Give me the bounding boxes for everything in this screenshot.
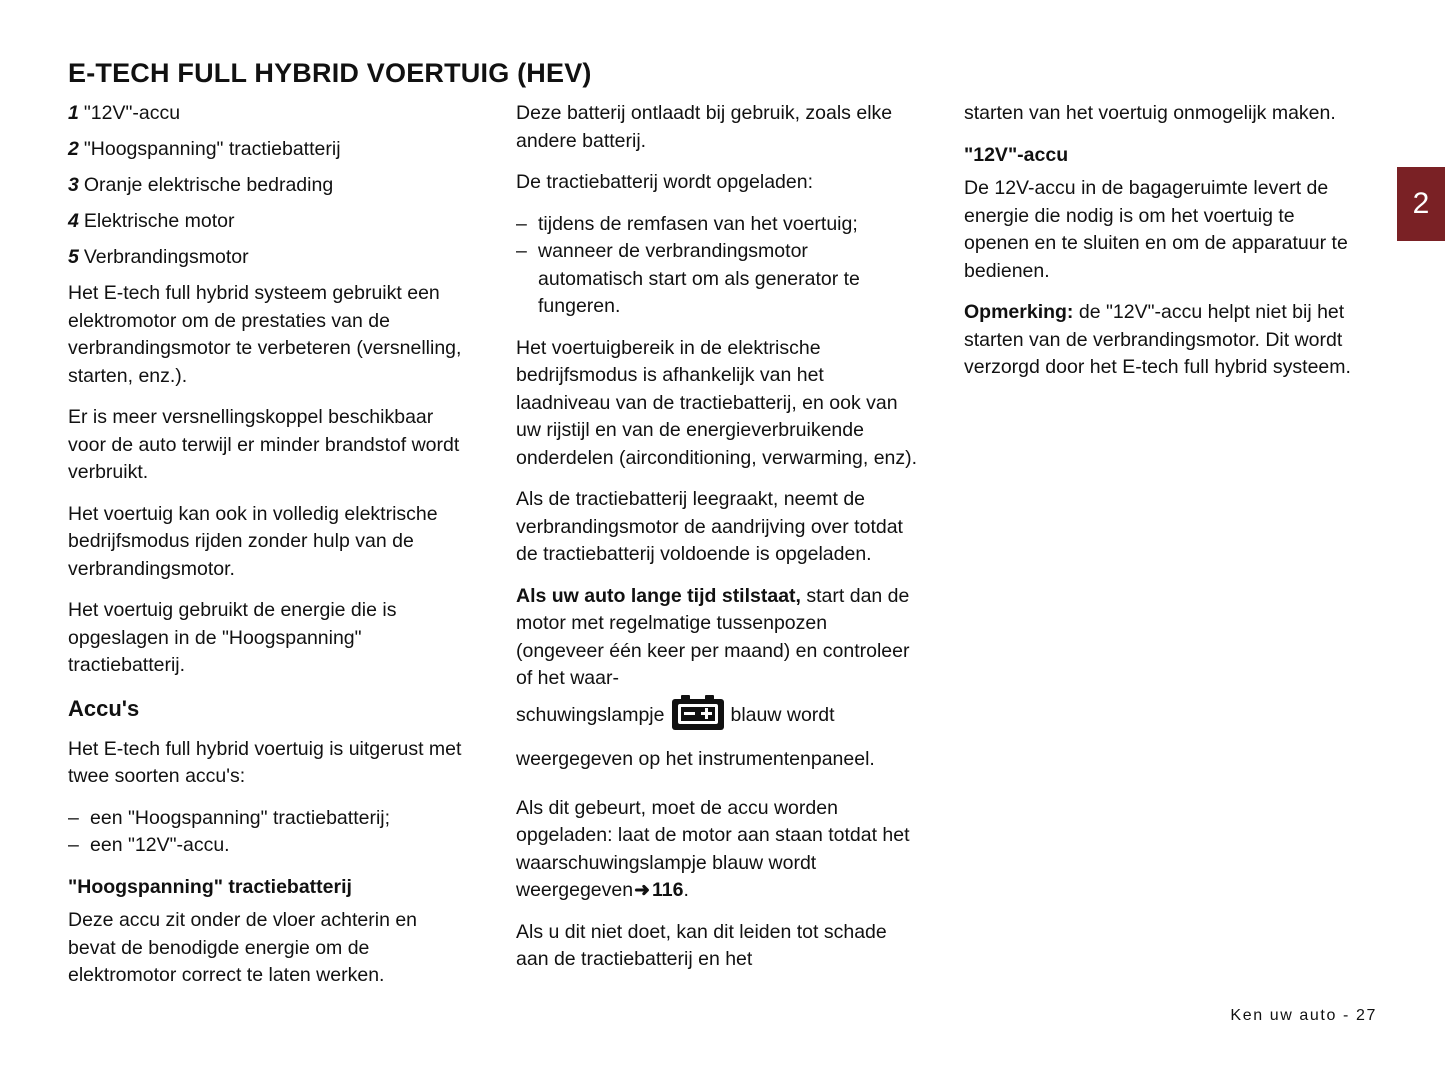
legend-number: 5 [68,246,79,268]
dash-marker: – [68,834,79,856]
dash-marker: – [516,240,527,262]
legend-item [68,100,470,128]
note-text: de "12V"-accu helpt niet bij het starten van de verbrandingsmotor. Dit wordt verzorgd door het E-tech full hybrid systeem. [964,301,1351,378]
legend-number: 3 [68,174,79,196]
paragraph-text: start dan de motor met regelmatige tussenpozen (ongeveer één keer per maand) en controleer of het waar- [516,584,910,689]
paragraph: Er is meer versnellingskoppel beschikbaar voor de auto terwijl er minder brandstof wordt verbruikt. [68,406,460,483]
paragraph-with-battery-icon [516,583,918,781]
legend-number: 1 [68,102,79,124]
chapter-tab [1397,167,1445,241]
icon-inline-row [516,693,918,781]
paragraph: Het voertuig kan ook in volledig elektrische bedrijfsmodus rijden zonder hulp van de verbrandingsmotor. [68,502,438,580]
legend-number: 2 [68,138,79,160]
paragraph: Als de tractiebatterij leegraakt, neemt de verbrandingsmotor de aandrijving over totdat de tractiebatterij voldoende is opgeladen. [516,488,903,565]
list-item [68,832,470,860]
section-heading-accus: Accu's [68,695,140,721]
list-item [516,211,918,239]
note-paragraph [964,299,1359,382]
paragraph-text: . [683,879,689,901]
legend-number: 4 [68,210,79,232]
text-column-1 [68,100,470,1004]
list-item-label: wanneer de verbrandingsmotor automatisch start om als generator te fungeren. [538,240,860,317]
text-column-2 [516,100,918,1004]
paragraph: Deze batterij ontlaadt bij gebruik, zoals elke andere batterij. [516,102,893,152]
legend-label: Verbrandingsmotor [83,246,249,268]
list-item-label: een "Hoogspanning" tractiebatterij; [90,806,391,829]
list-item-label: een "12V"-accu. [90,834,230,856]
paragraph-text: Als dit gebeurt, moet de accu worden opgeladen: laat de motor aan staan totdat het waarschuwingslampje blauw wordt weergegeven [516,796,910,901]
arrow-right-icon: ➜ [634,880,651,901]
page-reference[interactable] [633,879,683,901]
note-label: Opmerking: [964,301,1074,323]
chapter-number: 2 [1412,187,1430,220]
paragraph: Deze accu zit onder de vloer achterin en bevat de benodigde energie om de elektromotor correct te laten werken. [68,909,418,986]
charging-conditions-list [516,211,918,321]
list-item [68,805,470,833]
legend-item [68,136,470,164]
dash-marker: – [68,806,79,829]
page-reference-number: 116 [652,879,684,901]
list-item-label: tijdens de remfasen van het voertuig; [538,212,858,235]
paragraph-lead-bold: Als uw auto lange tijd stilstaat, [516,584,801,607]
page-columns [68,100,1368,1004]
paragraph: De 12V-accu in de bagageruimte levert de energie die nodig is om het voertuig te openen en te sluiten en om de apparatuur te bedienen. [964,177,1348,282]
paragraph: starten van het voertuig onmogelijk maken. [964,102,1336,124]
legend-item [68,172,470,200]
paragraph: Het voertuigbereik in de elektrische bedrijfsmodus is afhankelijk van het laadniveau van de tractiebatterij, en ook van uw rijstijl en van de energieverbruikende onderdelen (airconditioning, verwarming, enz). [516,336,918,469]
paragraph-text: blauw wordt weergegeven op het instrumentenpaneel. [516,703,875,770]
paragraph-text: schuwingslampje [516,703,665,726]
page-title: E-TECH FULL HYBRID VOERTUIG (HEV) [68,58,592,89]
paragraph: Het voertuig gebruikt de energie die is opgeslagen in de "Hoogspanning" tractiebatterij. [68,599,397,676]
page-footer: Ken uw auto - 27 [1230,1007,1377,1024]
paragraph: Als u dit niet doet, kan dit leiden tot schade aan de tractiebatterij en het [516,920,887,970]
dash-marker: – [516,212,527,235]
paragraph: De tractiebatterij wordt opgeladen: [516,171,814,193]
paragraph: Het E-tech full hybrid voertuig is uitgerust met twee soorten accu's: [68,737,462,787]
sub-heading-12v-accu: "12V"-accu [964,143,1069,166]
text-column-3 [964,100,1359,1004]
legend-label: Elektrische motor [83,210,235,232]
legend-label: Oranje elektrische bedrading [83,174,334,196]
sub-heading-hoogspanning: "Hoogspanning" tractiebatterij [68,875,352,898]
component-legend-list [68,100,470,272]
battery-types-list [68,805,470,860]
battery-warning-icon [672,694,724,730]
paragraph: Het E-tech full hybrid systeem gebruikt een elektromotor om de prestaties van de verbrandingsmotor te verbeteren (versnelling, starten, enz.). [68,282,462,387]
legend-label: "12V"-accu [83,102,181,124]
legend-item [68,244,470,272]
paragraph-with-reference [516,795,918,905]
legend-label: "Hoogspanning" tractiebatterij [83,138,341,160]
list-item [516,238,918,321]
legend-item [68,208,470,236]
